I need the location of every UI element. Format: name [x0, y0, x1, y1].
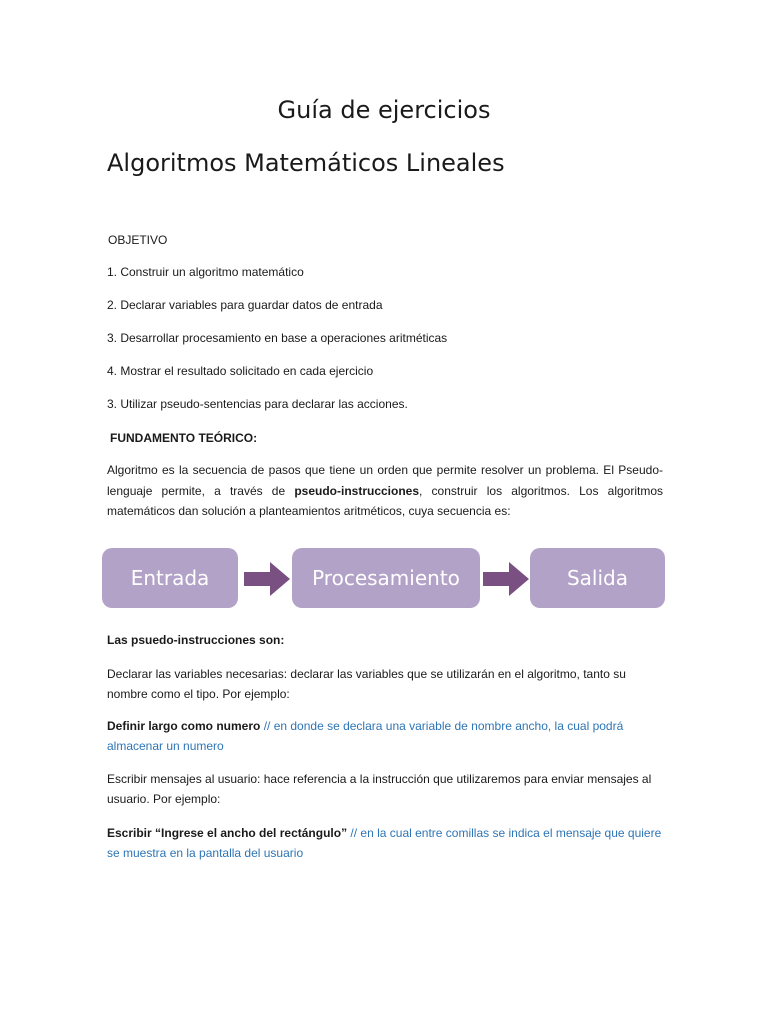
definir-comment: // en donde se declara una variable de nombre ancho, la cual podrá almacenar un numero: [107, 719, 624, 753]
objetivo-heading: OBJETIVO: [108, 233, 168, 247]
escribir-example: [107, 823, 667, 863]
objetivo-item: 4. Mostrar el resultado solicitado en cada ejercicio: [107, 364, 374, 378]
objetivo-item: 2. Declarar variables para guardar datos de entrada: [107, 298, 383, 312]
declarar-paragraph: Declarar las variables necesarias: declarar las variables que se utilizarán en el algoritmo, tanto su nombre como el tipo. Por ejemplo:: [107, 667, 626, 701]
flow-step-procesamiento: Procesamiento: [292, 548, 480, 608]
objetivo-list: [107, 264, 447, 429]
fundamento-heading: FUNDAMENTO TEÓRICO:: [110, 431, 258, 445]
pseudo-heading: Las psuedo-instrucciones son:: [107, 633, 285, 647]
definir-example: [107, 716, 667, 756]
escribir-code: Escribir “Ingrese el ancho del rectángulo”: [107, 826, 348, 840]
flow-step-entrada: Entrada: [102, 548, 238, 608]
fundamento-bold-term: pseudo-instrucciones: [294, 483, 420, 498]
document-subtitle: Algoritmos Matemáticos Lineales: [107, 149, 505, 177]
escribir-comment: // en la cual entre comillas se indica el mensaje que quiere se muestra en la pantalla del usuario: [107, 826, 662, 860]
flow-step-salida: Salida: [530, 548, 665, 608]
definir-code: Definir largo como numero: [107, 719, 261, 733]
fundamento-text-2: , construir los algoritmos. Los algoritmos matemáticos dan solución a planteamientos aritméticos, cuya secuencia es:: [107, 483, 663, 518]
fundamento-text-1: Algoritmo es la secuencia de pasos que tiene un orden que permite resolver un problema. El Pseudo-lenguaje permite, a través de: [107, 463, 663, 498]
escribir-paragraph: Escribir mensajes al usuario: hace referencia a la instrucción que utilizaremos para enviar mensajes al usuario. Por ejemplo:: [107, 772, 652, 806]
objetivo-item: 1. Construir un algoritmo matemático: [107, 265, 304, 279]
flow-arrow-icon: [483, 562, 529, 596]
flow-arrow-icon: [244, 562, 290, 596]
objetivo-item: 3. Utilizar pseudo-sentencias para declarar las acciones.: [107, 397, 408, 411]
fundamento-paragraph: [107, 460, 663, 522]
objetivo-item: 3. Desarrollar procesamiento en base a operaciones aritméticas: [107, 331, 448, 345]
document-title: Guía de ejercicios: [277, 96, 491, 124]
